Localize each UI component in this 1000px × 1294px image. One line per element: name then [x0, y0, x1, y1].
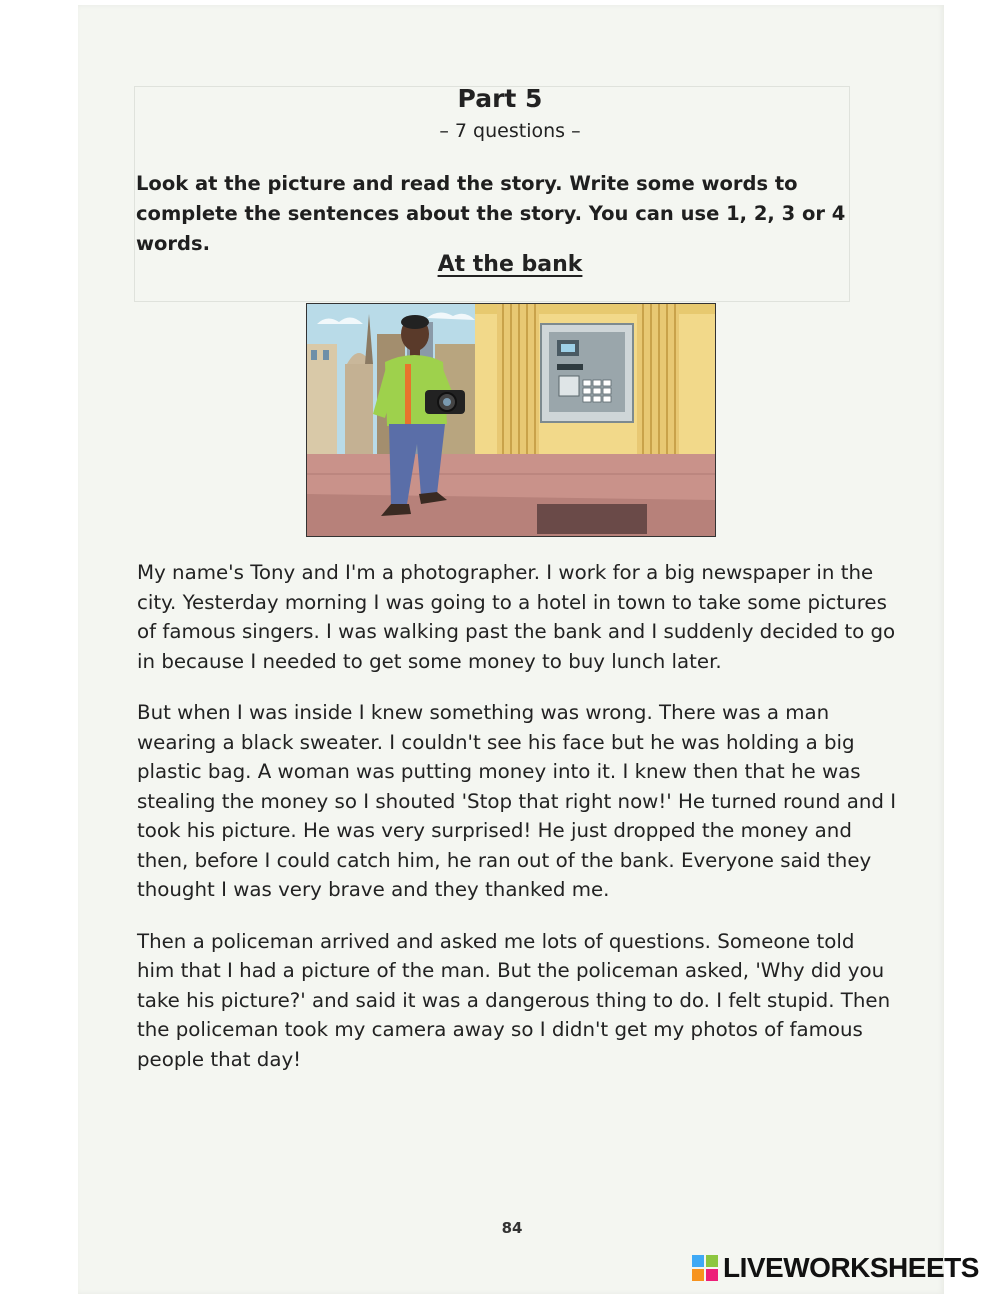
page-number: 84 — [501, 1219, 523, 1237]
logo-square — [692, 1255, 704, 1267]
page-title: Part 5 — [457, 84, 543, 113]
bank-scene — [307, 304, 715, 536]
logo-square — [692, 1269, 704, 1281]
brand-name: LIVEWORKSHEETS — [723, 1252, 979, 1283]
page-subtitle: – 7 questions – — [439, 120, 581, 142]
logo-mark-icon — [692, 1255, 718, 1281]
story-paragraph-3: Then a policeman arrived and asked me lots of questions. Someone told him that I had a picture of the man. But the policeman asked, 'Why did you take his picture?' and said it was a dangerous thing to do. I felt stupid. Then the policeman took my camera away so I didn't get my photos of famous people that day! — [137, 929, 891, 1071]
story-title: At the bank — [437, 252, 583, 277]
camera-icon — [425, 390, 465, 414]
logo-square — [706, 1269, 718, 1281]
story-paragraph-1: My name's Tony and I'm a photographer. I work for a big newspaper in the city. Yesterday morning I was going to a hotel in town to take some pictures of famous singers. I was walking past the bank and I suddenly decided to go in because I needed to get some money to buy lunch later. — [137, 561, 896, 673]
instructions: Look at the picture and read the story. Write some words to complete the sentences about the story. You can use 1, 2, 3 or 4 words. — [136, 172, 846, 255]
story-paragraph-2: But when I was inside I knew something was wrong. There was a man wearing a black sweater. I couldn't see his face but he was holding a big plastic bag. A woman was putting money into it. I knew then that he was stealing the money so I shouted 'Stop that right now!' He turned round and I took his picture. He was very surprised! He just dropped the money and then, before I could catch him, he ran out of the bank. Everyone said they thought I was very brave and they thanked me. — [137, 701, 897, 901]
story-illustration — [306, 303, 716, 537]
logo-square — [706, 1255, 718, 1267]
liveworksheets-logo[interactable] — [692, 1251, 979, 1285]
story-text — [137, 558, 897, 1096]
